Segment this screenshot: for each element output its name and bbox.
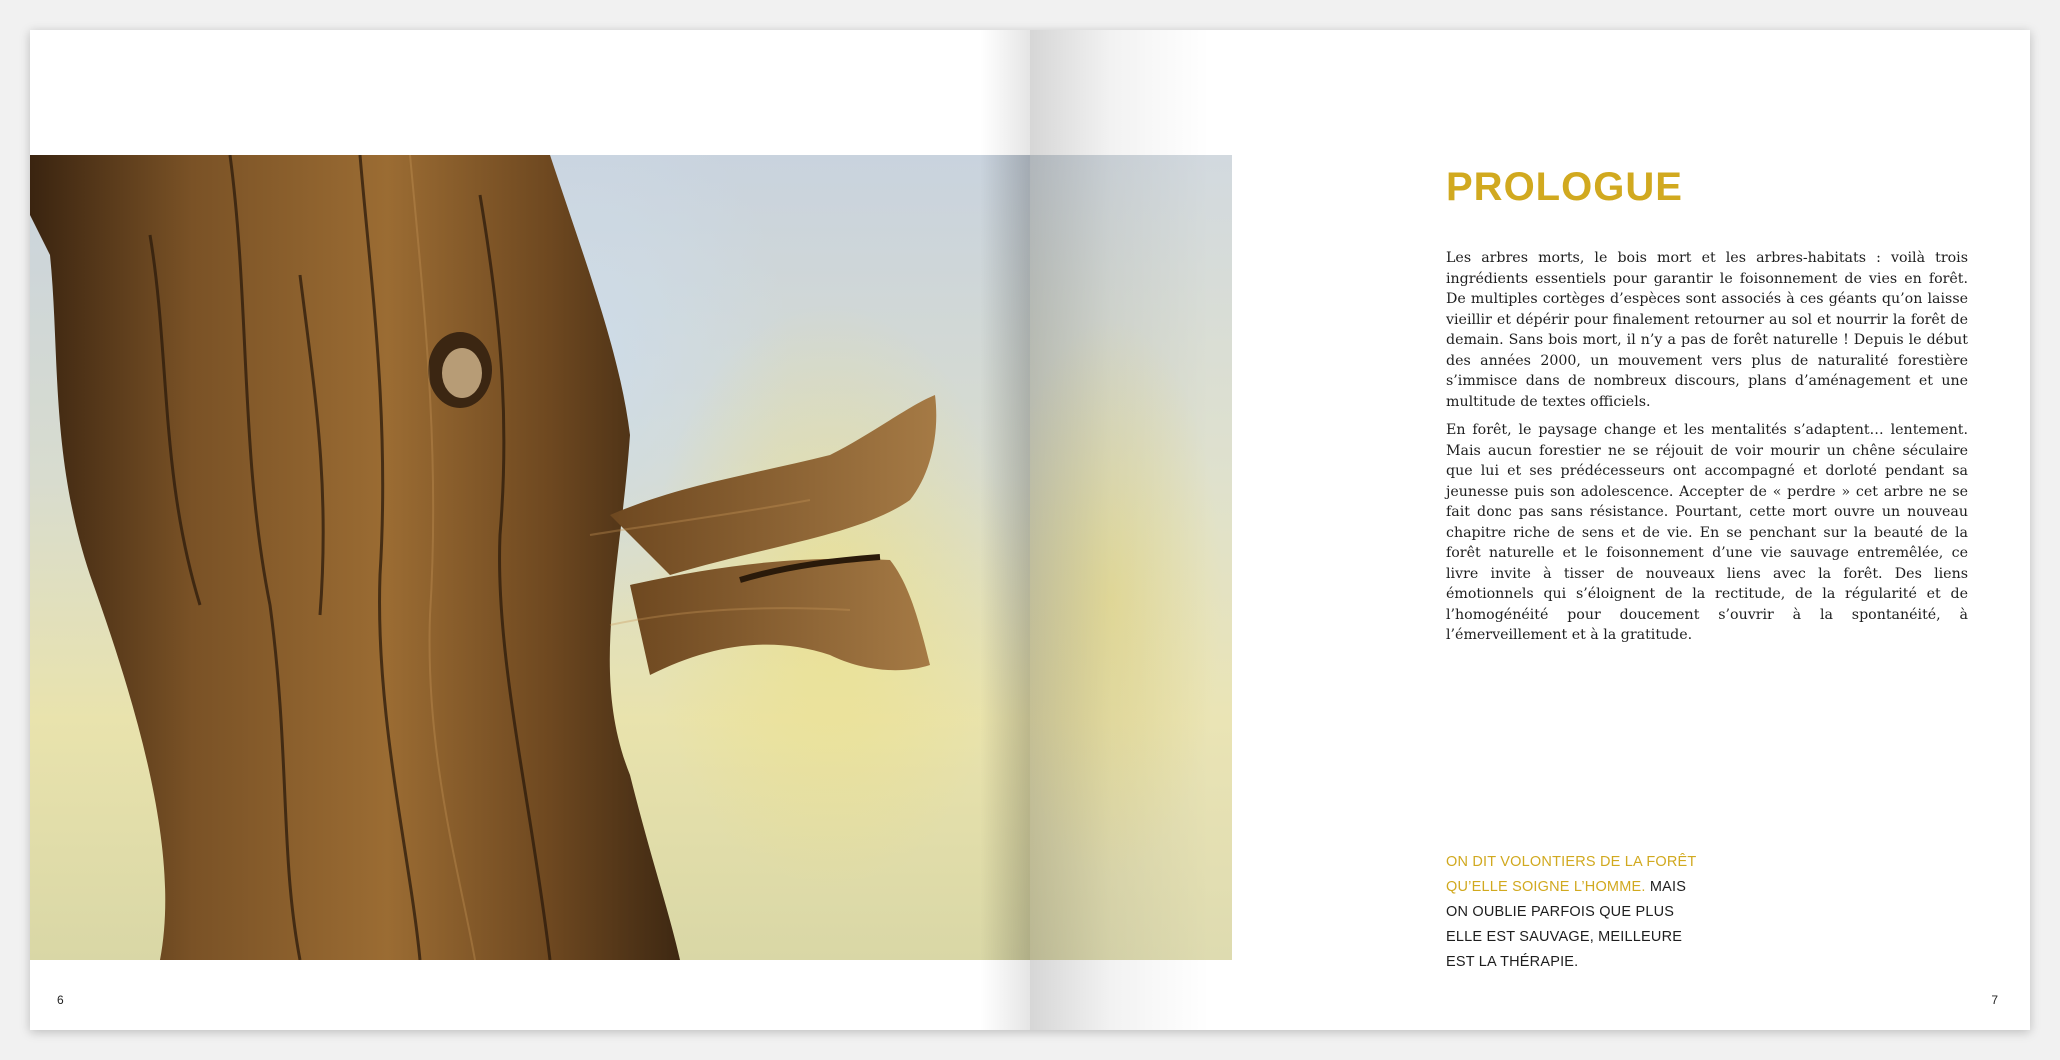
page-number: 6 <box>57 993 64 1007</box>
quote-line: ON OUBLIE PARFOIS QUE PLUS <box>1446 904 1675 920</box>
quote-line <box>1446 875 1766 900</box>
page-number: 7 <box>1991 993 1998 1007</box>
quote-line: ON DIT VOLONTIERS DE LA FORÊT <box>1446 854 1697 870</box>
paragraph: Les arbres morts, le bois mort et les arbres-habitats : voilà trois ingrédients essentiels pour garantir le foisonnement de vies en forêt. De multiples cortèges d’espèces sont associés à ces géants qu’on laisse vieillir et dépérir pour finalement retourner au sol et nourrir la forêt de demain. Sans bois mort, il n’y a pas de forêt naturelle ! Depuis le début des années 2000, un mouvement vers plus de naturalité forestière s’immisce dans de nombreux discours, plans d’aménagement et une multitude de textes officiels. <box>1446 250 1968 410</box>
pull-quote <box>1446 850 1766 975</box>
tree-illustration <box>30 155 1030 960</box>
prologue-text <box>1446 248 1968 654</box>
book-spread <box>30 30 2030 1030</box>
dead-tree-trunk-photo <box>30 155 1030 960</box>
left-page <box>30 30 1030 1030</box>
paragraph: En forêt, le paysage change et les mentalités s’adaptent… lentement. Mais aucun forestier ne se réjouit de voir mourir un chêne séculaire que lui et ses prédécesseurs ont accompagné et dorloté pendant sa jeunesse puis son adolescence. Accepter de « perdre » cet arbre ne se fait donc pas sans résistance. Pourtant, cette mort ouvre un nouveau chapitre riche de sens et de vie. En se penchant sur la beauté de la forêt naturelle et le foisonnement d’une vie sauvage entremêlée, ce livre invite à tisser de nouveaux liens avec la forêt. Des liens émotionnels qui s’éloignent de la rectitude, de la régularité et de l’homogénéité pour doucement s’ouvrir à la spontanéité, à l’émerveillement et à la gratitude. <box>1446 422 1968 643</box>
right-page <box>1030 30 2030 1030</box>
page-title: PROLOGUE <box>1446 165 1683 209</box>
quote-text: MAIS <box>1645 879 1687 895</box>
photo-continuation <box>1030 155 1232 960</box>
quote-line: ELLE EST SAUVAGE, MEILLEURE <box>1446 929 1683 945</box>
quote-line: EST LA THÉRAPIE. <box>1446 954 1579 970</box>
quote-highlight: QU’ELLE SOIGNE L’HOMME. <box>1446 879 1646 895</box>
